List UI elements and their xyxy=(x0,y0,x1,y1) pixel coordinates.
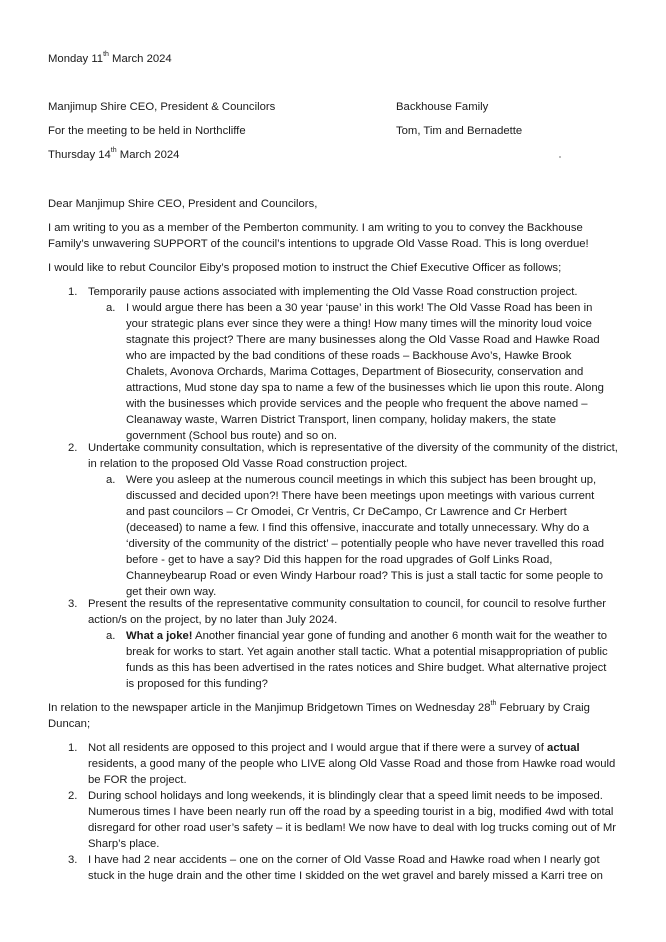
motion-item-text: Temporarily pause actions associated with implementing the Old Vasse Road construction project. xyxy=(88,286,578,298)
motion-item-number: 3. xyxy=(68,598,78,610)
point-item-2 xyxy=(68,788,624,852)
recipient-line-1: Manjimup Shire CEO, President & Councilors xyxy=(48,101,276,113)
motion-item-text: Present the results of the representative community consultation to council, for council to resolve further action/s on the project, by no later than July 2024. xyxy=(88,598,607,626)
point-number: 3. xyxy=(68,854,78,866)
sender-line-2: Tom, Tim and Bernadette xyxy=(396,125,523,137)
response-letter: a. xyxy=(106,630,116,642)
point-text: Not all residents are opposed to this project and I would argue that if there were a survey of actual residents, a good many of the people who LIVE along Old Vasse Road and those from Hawke road would be FOR the project. xyxy=(88,742,616,786)
intro-paragraph: I am writing to you as a member of the Pemberton community. I am writing to you to convey the Backhouse Family’s unwavering SUPPORT of the council’s intentions to upgrade Old Vasse Road. This is long overdue! xyxy=(48,222,589,250)
point-text: During school holidays and long weekends, it is blindingly clear that a speed limit needs to be imposed. Numerous times I have been nearly run off the road by a speeding tourist in a big, modified 4wd with total disregard for other road user’s safety – it is bedlam! We now have to deal with log trucks coming out of Mr Sharp’s place. xyxy=(88,790,617,850)
motion-item-number: 1. xyxy=(68,286,78,298)
motion-item-3 xyxy=(68,596,624,628)
point-text: I have had 2 near accidents – one on the corner of Old Vasse Road and Hawke road when I nearly got stuck in the huge drain and the other time I skidded on the wet gravel and barely missed a Karri tree on xyxy=(88,854,603,882)
meeting-date: Thursday 14th March 2024 xyxy=(48,147,180,161)
article-paragraph: In relation to the newspaper article in the Manjimup Bridgetown Times on Wednesday 28th February by Craig Duncan; xyxy=(48,700,590,730)
motion-item-text: Undertake community consultation, which is representative of the diversity of the community of the district, in relation to the proposed Old Vasse Road construction project. xyxy=(88,442,618,470)
response-letter: a. xyxy=(106,474,116,486)
response-text: Were you asleep at the numerous council meetings in which this subject has been brought up, discussed and decided upon?! There have been meetings upon meetings with various current and past councilors – Cr Omodei, Cr Ventris, Cr DeCampo, Cr Lawrence and Cr Herbert (deceased) to name a few. I find this offensive, inaccurate and totally unnecessary. Why do a ‘diversity of the community of the district’ – potentially people who have never travelled this road before - get to have a say? Did this happen for the road upgrades of Golf Links Road, Channeybearup Road or even Windy Harbour road? This is just a stall tactic for some people to get their own way. xyxy=(126,474,605,598)
motion-item-3-response xyxy=(106,628,614,692)
point-item-1 xyxy=(68,740,624,788)
motion-item-1-response xyxy=(106,300,614,444)
point-number: 2. xyxy=(68,790,78,802)
response-text: What a joke! Another financial year gone of funding and another 6 month wait for the weather to break for works to start. Yet again another stall tactic. What a potential misappropriation of public funds as this has been advertised in the rates notices and Shire budget. What alternative project is proposed for this funding? xyxy=(126,630,608,690)
salutation: Dear Manjimup Shire CEO, President and Councilors, xyxy=(48,198,318,210)
motion-item-2-response xyxy=(106,472,614,600)
rebut-paragraph: I would like to rebut Councilor Eiby’s proposed motion to instruct the Chief Executive Officer as follows; xyxy=(48,262,562,274)
point-number: 1. xyxy=(68,742,78,754)
motion-item-number: 2. xyxy=(68,442,78,454)
motion-item-1 xyxy=(68,284,624,300)
recipient-line-2: For the meeting to be held in Northcliffe xyxy=(48,125,246,137)
scan-speck xyxy=(559,156,561,158)
letter-date: Monday 11th March 2024 xyxy=(48,51,172,65)
point-item-3 xyxy=(68,852,624,884)
motion-item-2 xyxy=(68,440,624,472)
response-text: I would argue there has been a 30 year ‘pause’ in this work! The Old Vasse Road has been in your strategic plans ever since they were a thing! How many times will the minority loud voice stagnate this project? There are many businesses along the Old Vasse Road and Hawke Road who are impacted by the bad conditions of these roads – Backhouse Avo’s, Hawke Brook Chalets, Avonova Orchards, Marima Cottages, Department of Biosecurity, conservation and attractions, Mud stone day spa to name a few of the businesses which lie upon this route. Along with the businesses which provide services and the people who frequent the above named – Cleanaway waste, Warren District Transport, linen company, holiday makers, the state government (School bus route) and so on. xyxy=(126,302,604,442)
response-letter: a. xyxy=(106,302,116,314)
sender-line-1: Backhouse Family xyxy=(396,101,489,113)
response-emphasis: What a joke! xyxy=(126,630,193,642)
